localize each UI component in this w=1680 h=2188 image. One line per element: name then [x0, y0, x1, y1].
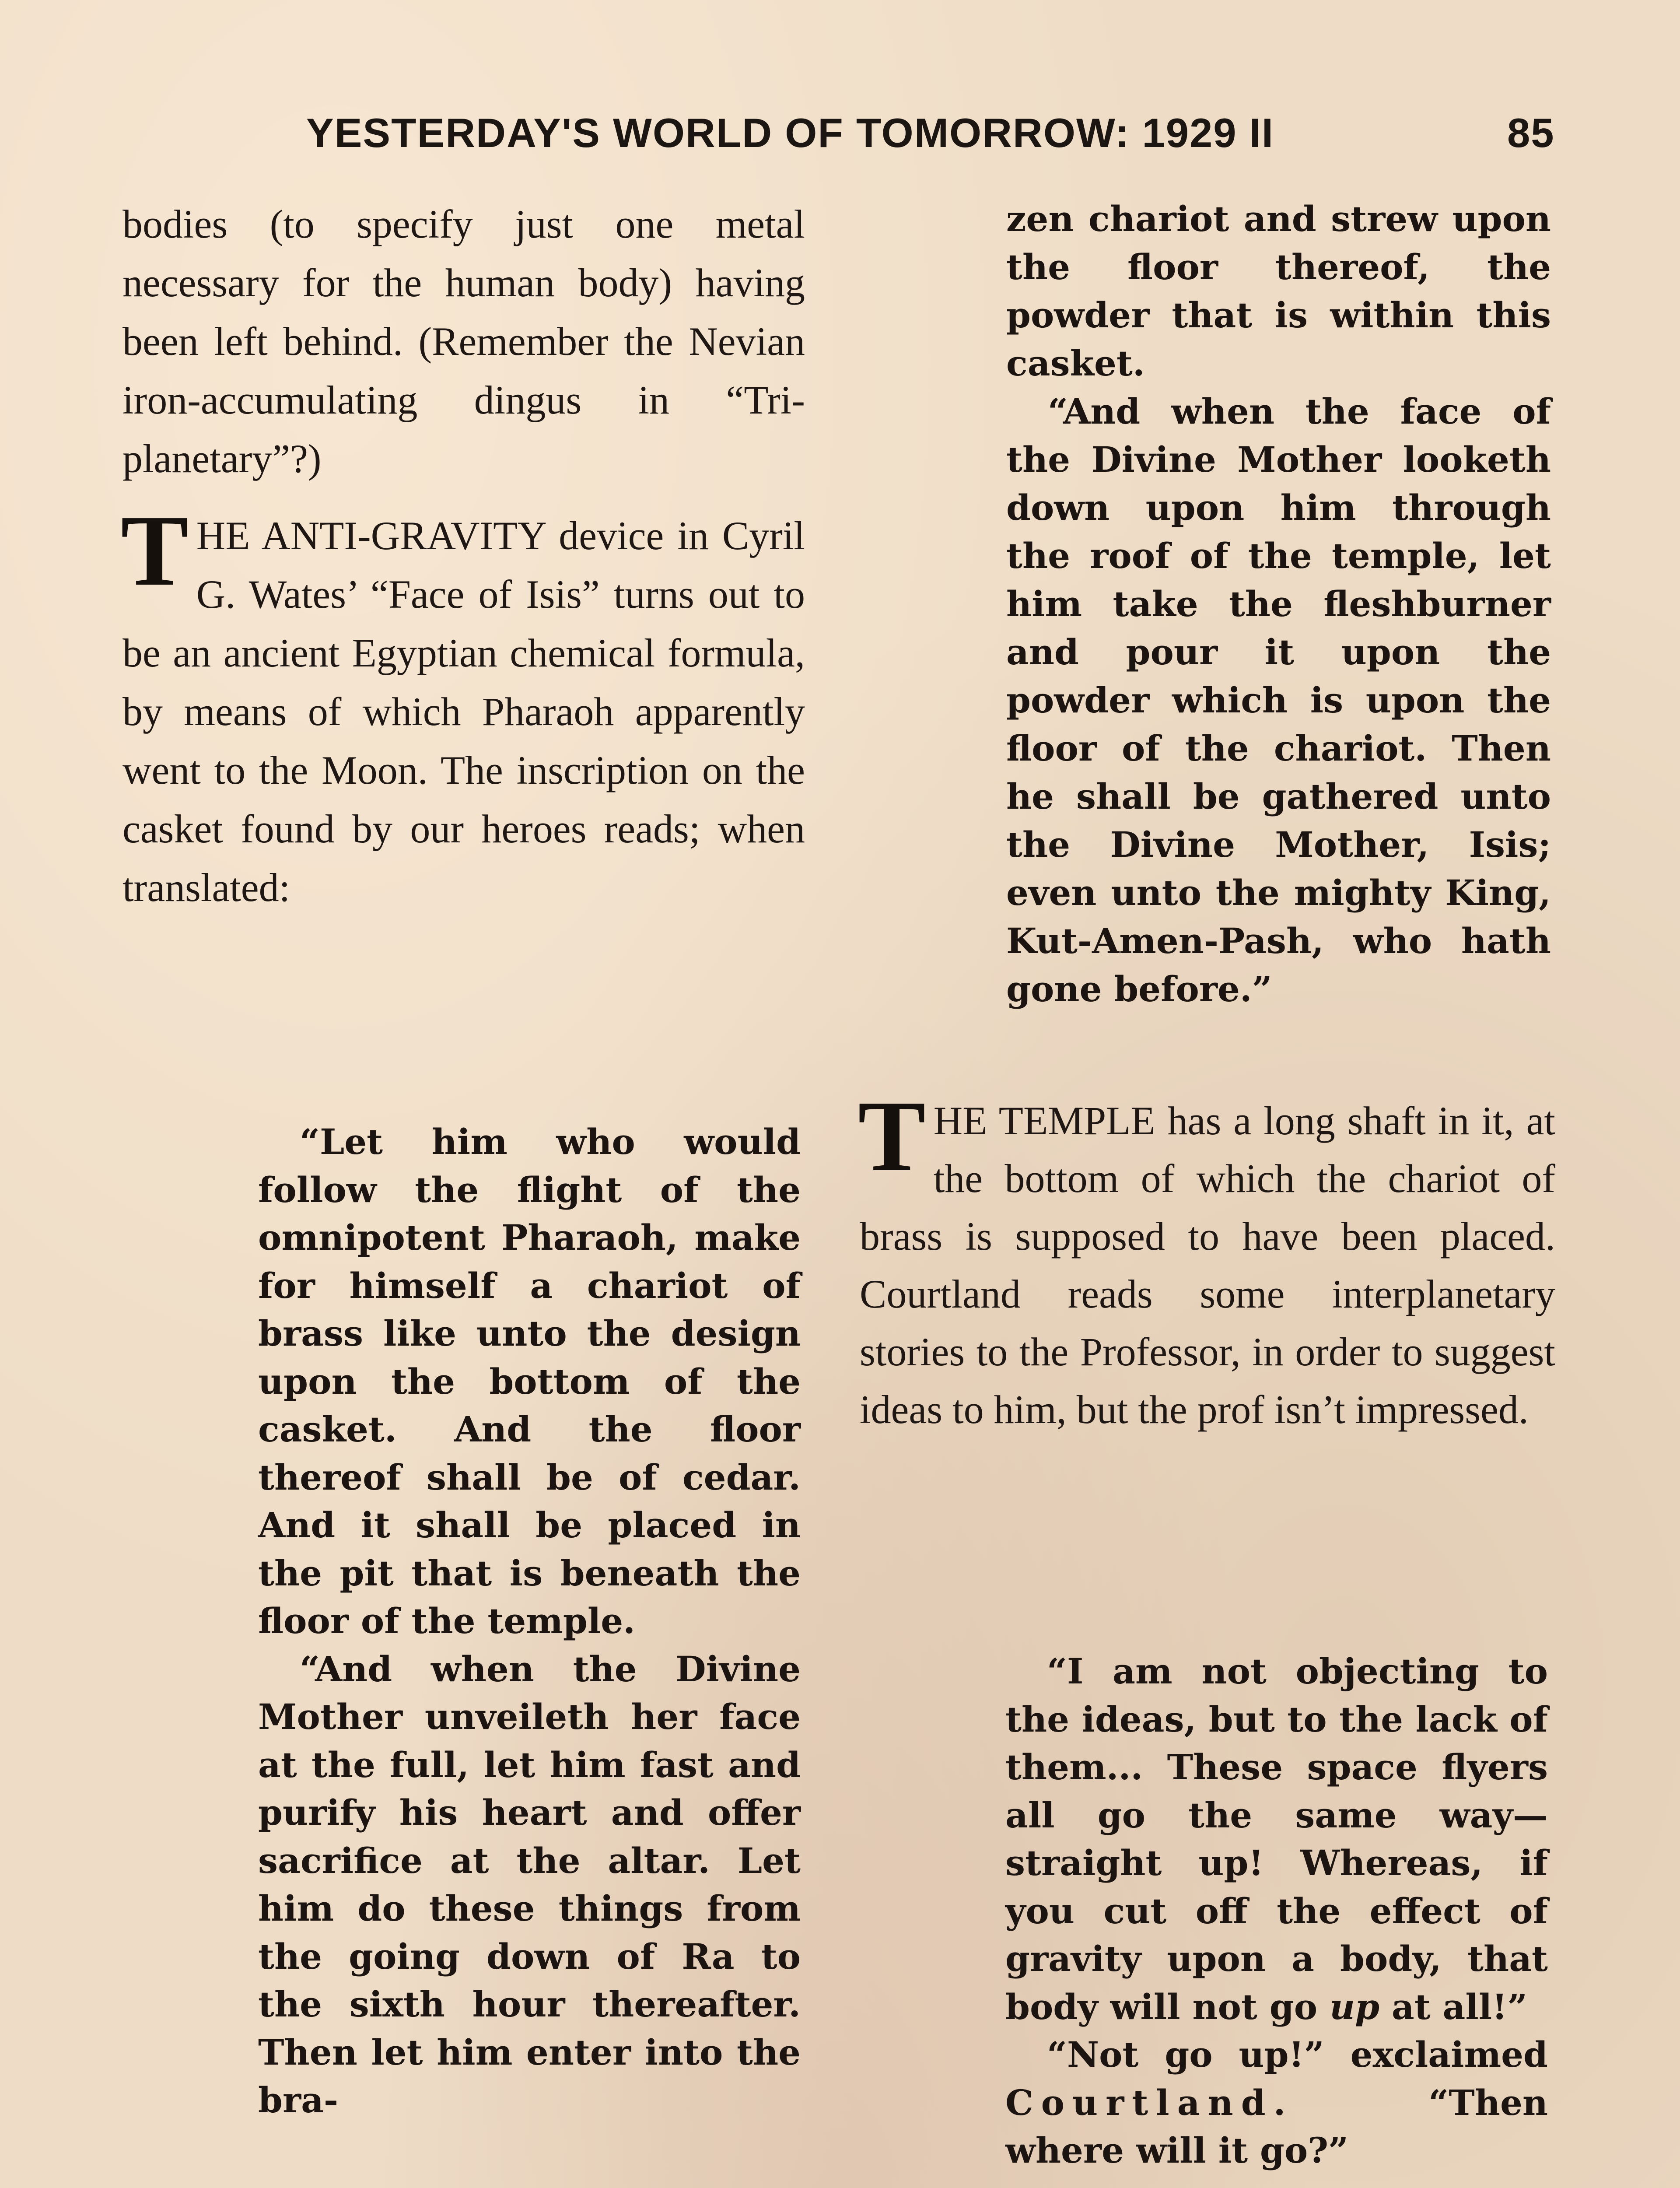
- dialogue-text: “I am not objecting to the ideas, but to the lack of them... These space flyers all go the same way—straight up! Whereas, if you cut off the effect of gravity upon a body, that body will not go: [1005, 1651, 1548, 2027]
- section-anti-gravity-text: HE ANTI-GRAVITY device in Cyril G. Wates’ “Face of Isis” turns out to be an ancient Egyptian chemical formula, by means of which Pharaoh apparently went to the Moon. The inscription on the casket found by our heroes reads; when translated:: [122, 513, 805, 910]
- quote-paragraph: “Let him who would follow the flight of the omnipotent Pharaoh, make for himself a chariot of brass like unto the design upon the bottom of the casket. And the floor thereof shall be of cedar. And it shall be placed in the pit that is beneath the floor of the temple.: [258, 1121, 801, 1641]
- section-temple-text: HE TEMPLE has a long shaft in it, at the bottom of which the chariot of brass is supposed to have been placed. Courtland reads some interplanetary stories to the Professor, in order to suggest ideas to him, but the prof isn’t impressed.: [860, 1098, 1555, 1432]
- drop-cap: T: [858, 1080, 926, 1192]
- left-column-quote: [258, 1118, 801, 2125]
- dialogue-text: “Then where will it go?”: [1005, 2082, 1548, 2171]
- dialogue-text: “Not go up!” exclaimed: [1047, 2034, 1548, 2075]
- page-number: 85: [1507, 110, 1555, 156]
- quote-continuation: zen chariot and strew upon the floor thereof, the powder that is within this casket.: [1006, 198, 1551, 384]
- intro-paragraph: bodies (to specify just one metal necessary for the human body) having been left behind. (Remember the Nevian iron-accumulating dingus in “Tri-planetary”?): [122, 202, 805, 481]
- dialogue-paragraph: [1005, 1648, 1548, 2031]
- right-column-body: [858, 1080, 1555, 1438]
- emphasis-up: up: [1329, 1986, 1380, 2027]
- right-column-quote: [1006, 195, 1551, 1013]
- running-header: [306, 109, 1619, 157]
- quote-paragraph: “And when the Divine Mother unveileth her face at the full, let him fast and purify his heart and offer sacrifice at the altar. Let him do these things from the going down of Ra to the sixth hour thereafter. Then let him enter into the bra-: [258, 1648, 801, 2121]
- left-column-body: [122, 195, 805, 917]
- header-title: YESTERDAY'S WORLD OF TOMORROW: 1929 II: [306, 110, 1274, 156]
- quote-paragraph: “And when the face of the Divine Mother looketh down upon him through the roof of the temple, let him take the fleshburner and pour it upon the powder which is upon the floor of the chariot. Then he shall be gathered unto the Divine Mother, Isis; even unto the mighty King, Kut-Amen-Pash, who hath gone before.”: [1006, 391, 1551, 1010]
- dialogue-text: at all!”: [1379, 1986, 1528, 2027]
- right-column-dialogue: [1005, 1648, 1548, 2175]
- section-anti-gravity: [121, 494, 805, 917]
- drop-cap: T: [121, 494, 189, 607]
- dialogue-paragraph: [1005, 2031, 1548, 2175]
- section-temple: [858, 1080, 1555, 1438]
- character-name: Courtland.: [1005, 2082, 1294, 2123]
